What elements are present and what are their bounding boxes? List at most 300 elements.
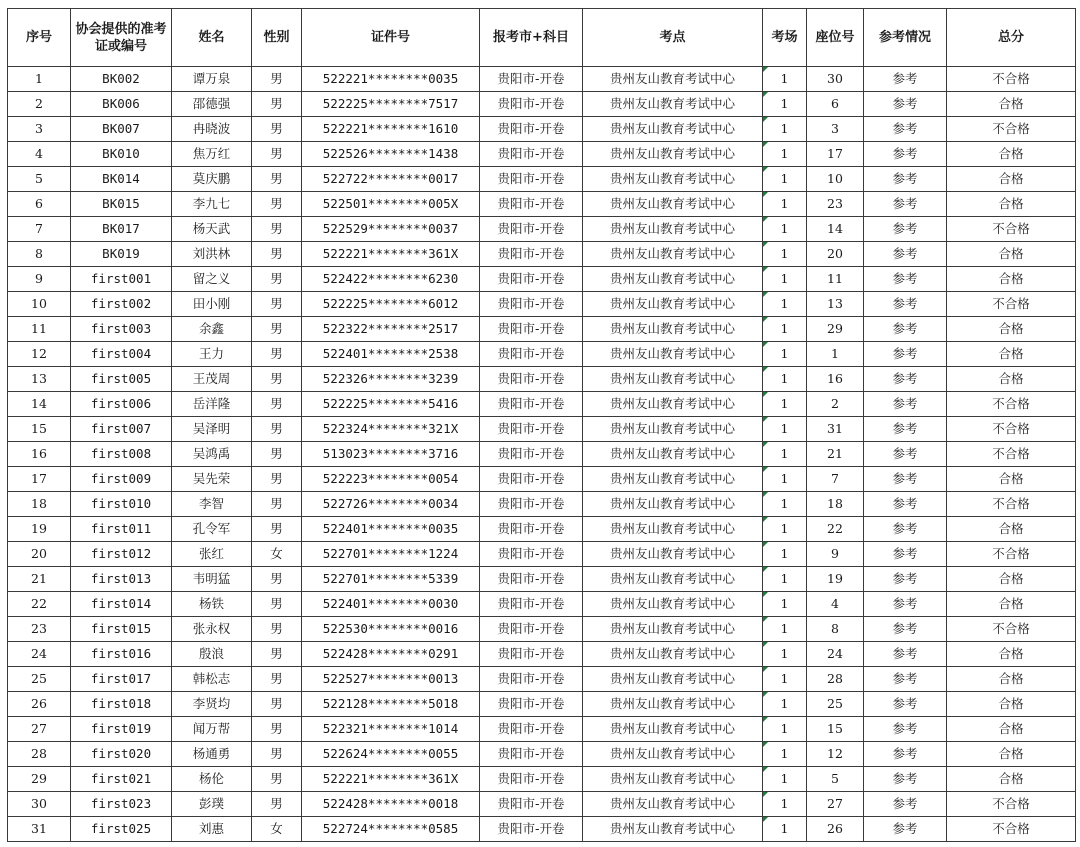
- cell-seat-no: 16: [807, 367, 864, 392]
- cell-total-score: 不合格: [947, 292, 1076, 317]
- table-row: [8, 242, 1076, 267]
- cell-total-score: 不合格: [947, 792, 1076, 817]
- cell-exam-room: 1: [763, 117, 807, 142]
- cell-serial-no: 14: [8, 392, 71, 417]
- cell-city-subject: 贵阳市-开卷: [480, 117, 583, 142]
- cell-id-number: 522501********005X: [302, 192, 480, 217]
- cell-attendance: 参考: [864, 367, 947, 392]
- cell-gender: 男: [252, 792, 302, 817]
- cell-seat-no: 7: [807, 467, 864, 492]
- cell-exam-id: first006: [71, 392, 172, 417]
- header-total-score: 总分: [947, 9, 1076, 67]
- cell-gender: 男: [252, 242, 302, 267]
- cell-name: 焦万红: [172, 142, 252, 167]
- cell-name: 彭璞: [172, 792, 252, 817]
- cell-name: 孔令军: [172, 517, 252, 542]
- cell-exam-site: 贵州友山教育考试中心: [583, 792, 763, 817]
- cell-gender: 女: [252, 817, 302, 842]
- cell-exam-id: BK017: [71, 217, 172, 242]
- cell-exam-room: 1: [763, 542, 807, 567]
- cell-serial-no: 9: [8, 267, 71, 292]
- cell-serial-no: 23: [8, 617, 71, 642]
- cell-name: 刘惠: [172, 817, 252, 842]
- cell-attendance: 参考: [864, 592, 947, 617]
- cell-exam-room: 1: [763, 167, 807, 192]
- cell-exam-room: 1: [763, 717, 807, 742]
- cell-id-number: 522428********0291: [302, 642, 480, 667]
- cell-gender: 男: [252, 742, 302, 767]
- table-row: [8, 417, 1076, 442]
- cell-exam-room: 1: [763, 192, 807, 217]
- cell-attendance: 参考: [864, 92, 947, 117]
- table-row: [8, 292, 1076, 317]
- cell-gender: 男: [252, 692, 302, 717]
- cell-id-number: 522322********2517: [302, 317, 480, 342]
- cell-attendance: 参考: [864, 717, 947, 742]
- cell-id-number: 522428********0018: [302, 792, 480, 817]
- cell-exam-site: 贵州友山教育考试中心: [583, 767, 763, 792]
- cell-exam-site: 贵州友山教育考试中心: [583, 617, 763, 642]
- cell-exam-id: BK019: [71, 242, 172, 267]
- cell-gender: 男: [252, 617, 302, 642]
- table-row: [8, 642, 1076, 667]
- cell-serial-no: 2: [8, 92, 71, 117]
- cell-attendance: 参考: [864, 642, 947, 667]
- cell-city-subject: 贵阳市-开卷: [480, 792, 583, 817]
- cell-exam-site: 贵州友山教育考试中心: [583, 667, 763, 692]
- cell-serial-no: 26: [8, 692, 71, 717]
- header-id-number: 证件号: [302, 9, 480, 67]
- cell-exam-site: 贵州友山教育考试中心: [583, 192, 763, 217]
- cell-exam-room: 1: [763, 92, 807, 117]
- cell-city-subject: 贵阳市-开卷: [480, 692, 583, 717]
- cell-total-score: 不合格: [947, 442, 1076, 467]
- cell-exam-site: 贵州友山教育考试中心: [583, 592, 763, 617]
- cell-city-subject: 贵阳市-开卷: [480, 192, 583, 217]
- cell-exam-site: 贵州友山教育考试中心: [583, 367, 763, 392]
- cell-exam-site: 贵州友山教育考试中心: [583, 642, 763, 667]
- cell-exam-room: 1: [763, 792, 807, 817]
- cell-id-number: 522530********0016: [302, 617, 480, 642]
- cell-serial-no: 25: [8, 667, 71, 692]
- cell-city-subject: 贵阳市-开卷: [480, 142, 583, 167]
- cell-exam-room: 1: [763, 242, 807, 267]
- cell-seat-no: 31: [807, 417, 864, 442]
- cell-name: 张永权: [172, 617, 252, 642]
- cell-seat-no: 1: [807, 342, 864, 367]
- cell-gender: 男: [252, 92, 302, 117]
- header-row: [8, 9, 1076, 67]
- cell-serial-no: 1: [8, 67, 71, 92]
- cell-exam-site: 贵州友山教育考试中心: [583, 217, 763, 242]
- cell-attendance: 参考: [864, 767, 947, 792]
- cell-attendance: 参考: [864, 617, 947, 642]
- cell-id-number: 522221********0035: [302, 67, 480, 92]
- cell-id-number: 522401********2538: [302, 342, 480, 367]
- cell-gender: 男: [252, 367, 302, 392]
- cell-exam-site: 贵州友山教育考试中心: [583, 417, 763, 442]
- cell-total-score: 不合格: [947, 392, 1076, 417]
- cell-city-subject: 贵阳市-开卷: [480, 542, 583, 567]
- cell-attendance: 参考: [864, 817, 947, 842]
- cell-id-number: 522326********3239: [302, 367, 480, 392]
- cell-serial-no: 11: [8, 317, 71, 342]
- cell-name: 留之义: [172, 267, 252, 292]
- cell-exam-room: 1: [763, 392, 807, 417]
- cell-seat-no: 9: [807, 542, 864, 567]
- cell-name: 李贤均: [172, 692, 252, 717]
- table-row: [8, 492, 1076, 517]
- table-row: [8, 217, 1076, 242]
- cell-total-score: 不合格: [947, 542, 1076, 567]
- cell-exam-room: 1: [763, 267, 807, 292]
- cell-gender: 男: [252, 517, 302, 542]
- cell-attendance: 参考: [864, 542, 947, 567]
- cell-exam-id: first009: [71, 467, 172, 492]
- cell-attendance: 参考: [864, 217, 947, 242]
- cell-exam-site: 贵州友山教育考试中心: [583, 692, 763, 717]
- cell-serial-no: 27: [8, 717, 71, 742]
- cell-gender: 男: [252, 142, 302, 167]
- cell-id-number: 522321********1014: [302, 717, 480, 742]
- cell-exam-site: 贵州友山教育考试中心: [583, 817, 763, 842]
- cell-attendance: 参考: [864, 442, 947, 467]
- cell-serial-no: 10: [8, 292, 71, 317]
- cell-id-number: 522225********5416: [302, 392, 480, 417]
- cell-city-subject: 贵阳市-开卷: [480, 467, 583, 492]
- cell-name: 吴先荣: [172, 467, 252, 492]
- cell-seat-no: 17: [807, 142, 864, 167]
- table-row: [8, 167, 1076, 192]
- cell-exam-room: 1: [763, 467, 807, 492]
- cell-name: 李九七: [172, 192, 252, 217]
- cell-name: 吴鸿禹: [172, 442, 252, 467]
- header-exam-site: 考点: [583, 9, 763, 67]
- cell-attendance: 参考: [864, 167, 947, 192]
- cell-exam-site: 贵州友山教育考试中心: [583, 67, 763, 92]
- cell-seat-no: 26: [807, 817, 864, 842]
- cell-gender: 男: [252, 117, 302, 142]
- cell-seat-no: 2: [807, 392, 864, 417]
- cell-attendance: 参考: [864, 667, 947, 692]
- cell-serial-no: 15: [8, 417, 71, 442]
- cell-seat-no: 12: [807, 742, 864, 767]
- cell-total-score: 合格: [947, 317, 1076, 342]
- cell-id-number: 522324********321X: [302, 417, 480, 442]
- cell-gender: 男: [252, 492, 302, 517]
- cell-attendance: 参考: [864, 117, 947, 142]
- cell-id-number: 522527********0013: [302, 667, 480, 692]
- cell-gender: 男: [252, 192, 302, 217]
- cell-city-subject: 贵阳市-开卷: [480, 817, 583, 842]
- cell-exam-id: first021: [71, 767, 172, 792]
- cell-city-subject: 贵阳市-开卷: [480, 367, 583, 392]
- cell-name: 刘洪林: [172, 242, 252, 267]
- cell-total-score: 合格: [947, 267, 1076, 292]
- cell-serial-no: 21: [8, 567, 71, 592]
- cell-gender: 男: [252, 342, 302, 367]
- cell-seat-no: 24: [807, 642, 864, 667]
- cell-city-subject: 贵阳市-开卷: [480, 492, 583, 517]
- cell-serial-no: 22: [8, 592, 71, 617]
- cell-gender: 男: [252, 642, 302, 667]
- table-row: [8, 617, 1076, 642]
- cell-exam-site: 贵州友山教育考试中心: [583, 142, 763, 167]
- cell-seat-no: 4: [807, 592, 864, 617]
- cell-city-subject: 贵阳市-开卷: [480, 317, 583, 342]
- cell-total-score: 合格: [947, 342, 1076, 367]
- cell-id-number: 513023********3716: [302, 442, 480, 467]
- cell-exam-room: 1: [763, 592, 807, 617]
- cell-total-score: 合格: [947, 717, 1076, 742]
- cell-name: 殷浪: [172, 642, 252, 667]
- cell-total-score: 合格: [947, 667, 1076, 692]
- cell-name: 韦明猛: [172, 567, 252, 592]
- cell-attendance: 参考: [864, 192, 947, 217]
- table-row: [8, 467, 1076, 492]
- table-row: [8, 142, 1076, 167]
- cell-id-number: 522401********0030: [302, 592, 480, 617]
- cell-seat-no: 19: [807, 567, 864, 592]
- cell-exam-site: 贵州友山教育考试中心: [583, 517, 763, 542]
- cell-serial-no: 12: [8, 342, 71, 367]
- table-row: [8, 567, 1076, 592]
- cell-seat-no: 13: [807, 292, 864, 317]
- cell-name: 田小刚: [172, 292, 252, 317]
- cell-total-score: 不合格: [947, 817, 1076, 842]
- cell-serial-no: 17: [8, 467, 71, 492]
- table-row: [8, 542, 1076, 567]
- cell-id-number: 522701********5339: [302, 567, 480, 592]
- cell-attendance: 参考: [864, 267, 947, 292]
- cell-name: 王茂周: [172, 367, 252, 392]
- cell-city-subject: 贵阳市-开卷: [480, 667, 583, 692]
- cell-total-score: 合格: [947, 692, 1076, 717]
- cell-exam-site: 贵州友山教育考试中心: [583, 117, 763, 142]
- cell-serial-no: 20: [8, 542, 71, 567]
- cell-exam-room: 1: [763, 292, 807, 317]
- cell-city-subject: 贵阳市-开卷: [480, 217, 583, 242]
- cell-seat-no: 3: [807, 117, 864, 142]
- cell-exam-id: BK014: [71, 167, 172, 192]
- cell-exam-room: 1: [763, 492, 807, 517]
- cell-seat-no: 29: [807, 317, 864, 342]
- cell-total-score: 合格: [947, 642, 1076, 667]
- cell-serial-no: 4: [8, 142, 71, 167]
- cell-exam-room: 1: [763, 742, 807, 767]
- table-row: [8, 317, 1076, 342]
- cell-serial-no: 8: [8, 242, 71, 267]
- table-row: [8, 792, 1076, 817]
- cell-seat-no: 14: [807, 217, 864, 242]
- cell-serial-no: 28: [8, 742, 71, 767]
- cell-exam-site: 贵州友山教育考试中心: [583, 267, 763, 292]
- header-exam-room: 考场: [763, 9, 807, 67]
- cell-serial-no: 16: [8, 442, 71, 467]
- cell-exam-room: 1: [763, 417, 807, 442]
- cell-exam-site: 贵州友山教育考试中心: [583, 467, 763, 492]
- table-row: [8, 517, 1076, 542]
- header-city-subject: 报考市+科目: [480, 9, 583, 67]
- cell-attendance: 参考: [864, 67, 947, 92]
- cell-exam-id: first020: [71, 742, 172, 767]
- cell-exam-id: first015: [71, 617, 172, 642]
- cell-total-score: 合格: [947, 142, 1076, 167]
- header-gender: 性别: [252, 9, 302, 67]
- table-row: [8, 367, 1076, 392]
- cell-exam-room: 1: [763, 367, 807, 392]
- table-row: [8, 817, 1076, 842]
- cell-attendance: 参考: [864, 742, 947, 767]
- cell-name: 邵德强: [172, 92, 252, 117]
- cell-gender: 男: [252, 292, 302, 317]
- cell-name: 吴泽明: [172, 417, 252, 442]
- cell-name: 王力: [172, 342, 252, 367]
- cell-gender: 男: [252, 392, 302, 417]
- cell-exam-id: first013: [71, 567, 172, 592]
- cell-attendance: 参考: [864, 392, 947, 417]
- cell-exam-id: first014: [71, 592, 172, 617]
- cell-exam-site: 贵州友山教育考试中心: [583, 292, 763, 317]
- cell-name: 杨伦: [172, 767, 252, 792]
- table-row: [8, 717, 1076, 742]
- cell-total-score: 合格: [947, 567, 1076, 592]
- cell-gender: 女: [252, 542, 302, 567]
- cell-id-number: 522724********0585: [302, 817, 480, 842]
- cell-attendance: 参考: [864, 142, 947, 167]
- cell-city-subject: 贵阳市-开卷: [480, 442, 583, 467]
- cell-seat-no: 28: [807, 667, 864, 692]
- cell-exam-id: first001: [71, 267, 172, 292]
- header-attendance: 参考情况: [864, 9, 947, 67]
- table-row: [8, 667, 1076, 692]
- cell-city-subject: 贵阳市-开卷: [480, 342, 583, 367]
- cell-id-number: 522529********0037: [302, 217, 480, 242]
- cell-exam-site: 贵州友山教育考试中心: [583, 392, 763, 417]
- cell-exam-room: 1: [763, 642, 807, 667]
- cell-name: 莫庆鹏: [172, 167, 252, 192]
- cell-id-number: 522221********361X: [302, 242, 480, 267]
- cell-exam-id: first008: [71, 442, 172, 467]
- cell-total-score: 合格: [947, 517, 1076, 542]
- cell-exam-id: BK002: [71, 67, 172, 92]
- cell-exam-site: 贵州友山教育考试中心: [583, 742, 763, 767]
- cell-exam-id: first004: [71, 342, 172, 367]
- cell-gender: 男: [252, 767, 302, 792]
- cell-city-subject: 贵阳市-开卷: [480, 67, 583, 92]
- cell-city-subject: 贵阳市-开卷: [480, 167, 583, 192]
- cell-seat-no: 25: [807, 692, 864, 717]
- cell-name: 岳洋隆: [172, 392, 252, 417]
- header-serial-no: 序号: [8, 9, 71, 67]
- cell-total-score: 合格: [947, 467, 1076, 492]
- cell-exam-id: BK010: [71, 142, 172, 167]
- table-row: [8, 92, 1076, 117]
- cell-exam-room: 1: [763, 567, 807, 592]
- cell-total-score: 合格: [947, 192, 1076, 217]
- cell-attendance: 参考: [864, 242, 947, 267]
- cell-exam-id: first025: [71, 817, 172, 842]
- cell-serial-no: 6: [8, 192, 71, 217]
- cell-city-subject: 贵阳市-开卷: [480, 767, 583, 792]
- cell-exam-site: 贵州友山教育考试中心: [583, 92, 763, 117]
- cell-exam-id: first011: [71, 517, 172, 542]
- cell-serial-no: 13: [8, 367, 71, 392]
- header-name: 姓名: [172, 9, 252, 67]
- cell-gender: 男: [252, 417, 302, 442]
- cell-gender: 男: [252, 592, 302, 617]
- cell-total-score: 合格: [947, 92, 1076, 117]
- cell-total-score: 不合格: [947, 217, 1076, 242]
- cell-exam-id: first003: [71, 317, 172, 342]
- cell-seat-no: 30: [807, 67, 864, 92]
- cell-exam-id: first017: [71, 667, 172, 692]
- cell-exam-room: 1: [763, 317, 807, 342]
- cell-id-number: 522221********1610: [302, 117, 480, 142]
- cell-city-subject: 贵阳市-开卷: [480, 617, 583, 642]
- cell-total-score: 合格: [947, 767, 1076, 792]
- table-row: [8, 392, 1076, 417]
- cell-exam-site: 贵州友山教育考试中心: [583, 242, 763, 267]
- cell-total-score: 不合格: [947, 417, 1076, 442]
- cell-exam-site: 贵州友山教育考试中心: [583, 542, 763, 567]
- table-row: [8, 592, 1076, 617]
- cell-exam-room: 1: [763, 767, 807, 792]
- cell-city-subject: 贵阳市-开卷: [480, 592, 583, 617]
- cell-city-subject: 贵阳市-开卷: [480, 242, 583, 267]
- cell-total-score: 不合格: [947, 67, 1076, 92]
- table-row: [8, 442, 1076, 467]
- cell-city-subject: 贵阳市-开卷: [480, 392, 583, 417]
- cell-name: 张红: [172, 542, 252, 567]
- cell-seat-no: 27: [807, 792, 864, 817]
- cell-attendance: 参考: [864, 467, 947, 492]
- cell-name: 谭万泉: [172, 67, 252, 92]
- cell-serial-no: 19: [8, 517, 71, 542]
- cell-city-subject: 贵阳市-开卷: [480, 417, 583, 442]
- cell-seat-no: 18: [807, 492, 864, 517]
- cell-id-number: 522526********1438: [302, 142, 480, 167]
- table-row: [8, 742, 1076, 767]
- cell-exam-site: 贵州友山教育考试中心: [583, 167, 763, 192]
- cell-exam-site: 贵州友山教育考试中心: [583, 317, 763, 342]
- cell-total-score: 不合格: [947, 617, 1076, 642]
- cell-attendance: 参考: [864, 292, 947, 317]
- cell-exam-room: 1: [763, 67, 807, 92]
- cell-id-number: 522221********361X: [302, 767, 480, 792]
- cell-city-subject: 贵阳市-开卷: [480, 742, 583, 767]
- cell-id-number: 522225********7517: [302, 92, 480, 117]
- cell-name: 杨铁: [172, 592, 252, 617]
- cell-total-score: 合格: [947, 592, 1076, 617]
- cell-total-score: 合格: [947, 367, 1076, 392]
- cell-total-score: 合格: [947, 167, 1076, 192]
- cell-exam-id: first023: [71, 792, 172, 817]
- cell-serial-no: 31: [8, 817, 71, 842]
- cell-exam-site: 贵州友山教育考试中心: [583, 492, 763, 517]
- cell-id-number: 522223********0054: [302, 467, 480, 492]
- cell-exam-id: first002: [71, 292, 172, 317]
- cell-id-number: 522701********1224: [302, 542, 480, 567]
- cell-city-subject: 贵阳市-开卷: [480, 267, 583, 292]
- cell-attendance: 参考: [864, 417, 947, 442]
- cell-name: 杨通勇: [172, 742, 252, 767]
- cell-serial-no: 5: [8, 167, 71, 192]
- cell-exam-room: 1: [763, 142, 807, 167]
- cell-city-subject: 贵阳市-开卷: [480, 642, 583, 667]
- cell-gender: 男: [252, 317, 302, 342]
- cell-id-number: 522722********0017: [302, 167, 480, 192]
